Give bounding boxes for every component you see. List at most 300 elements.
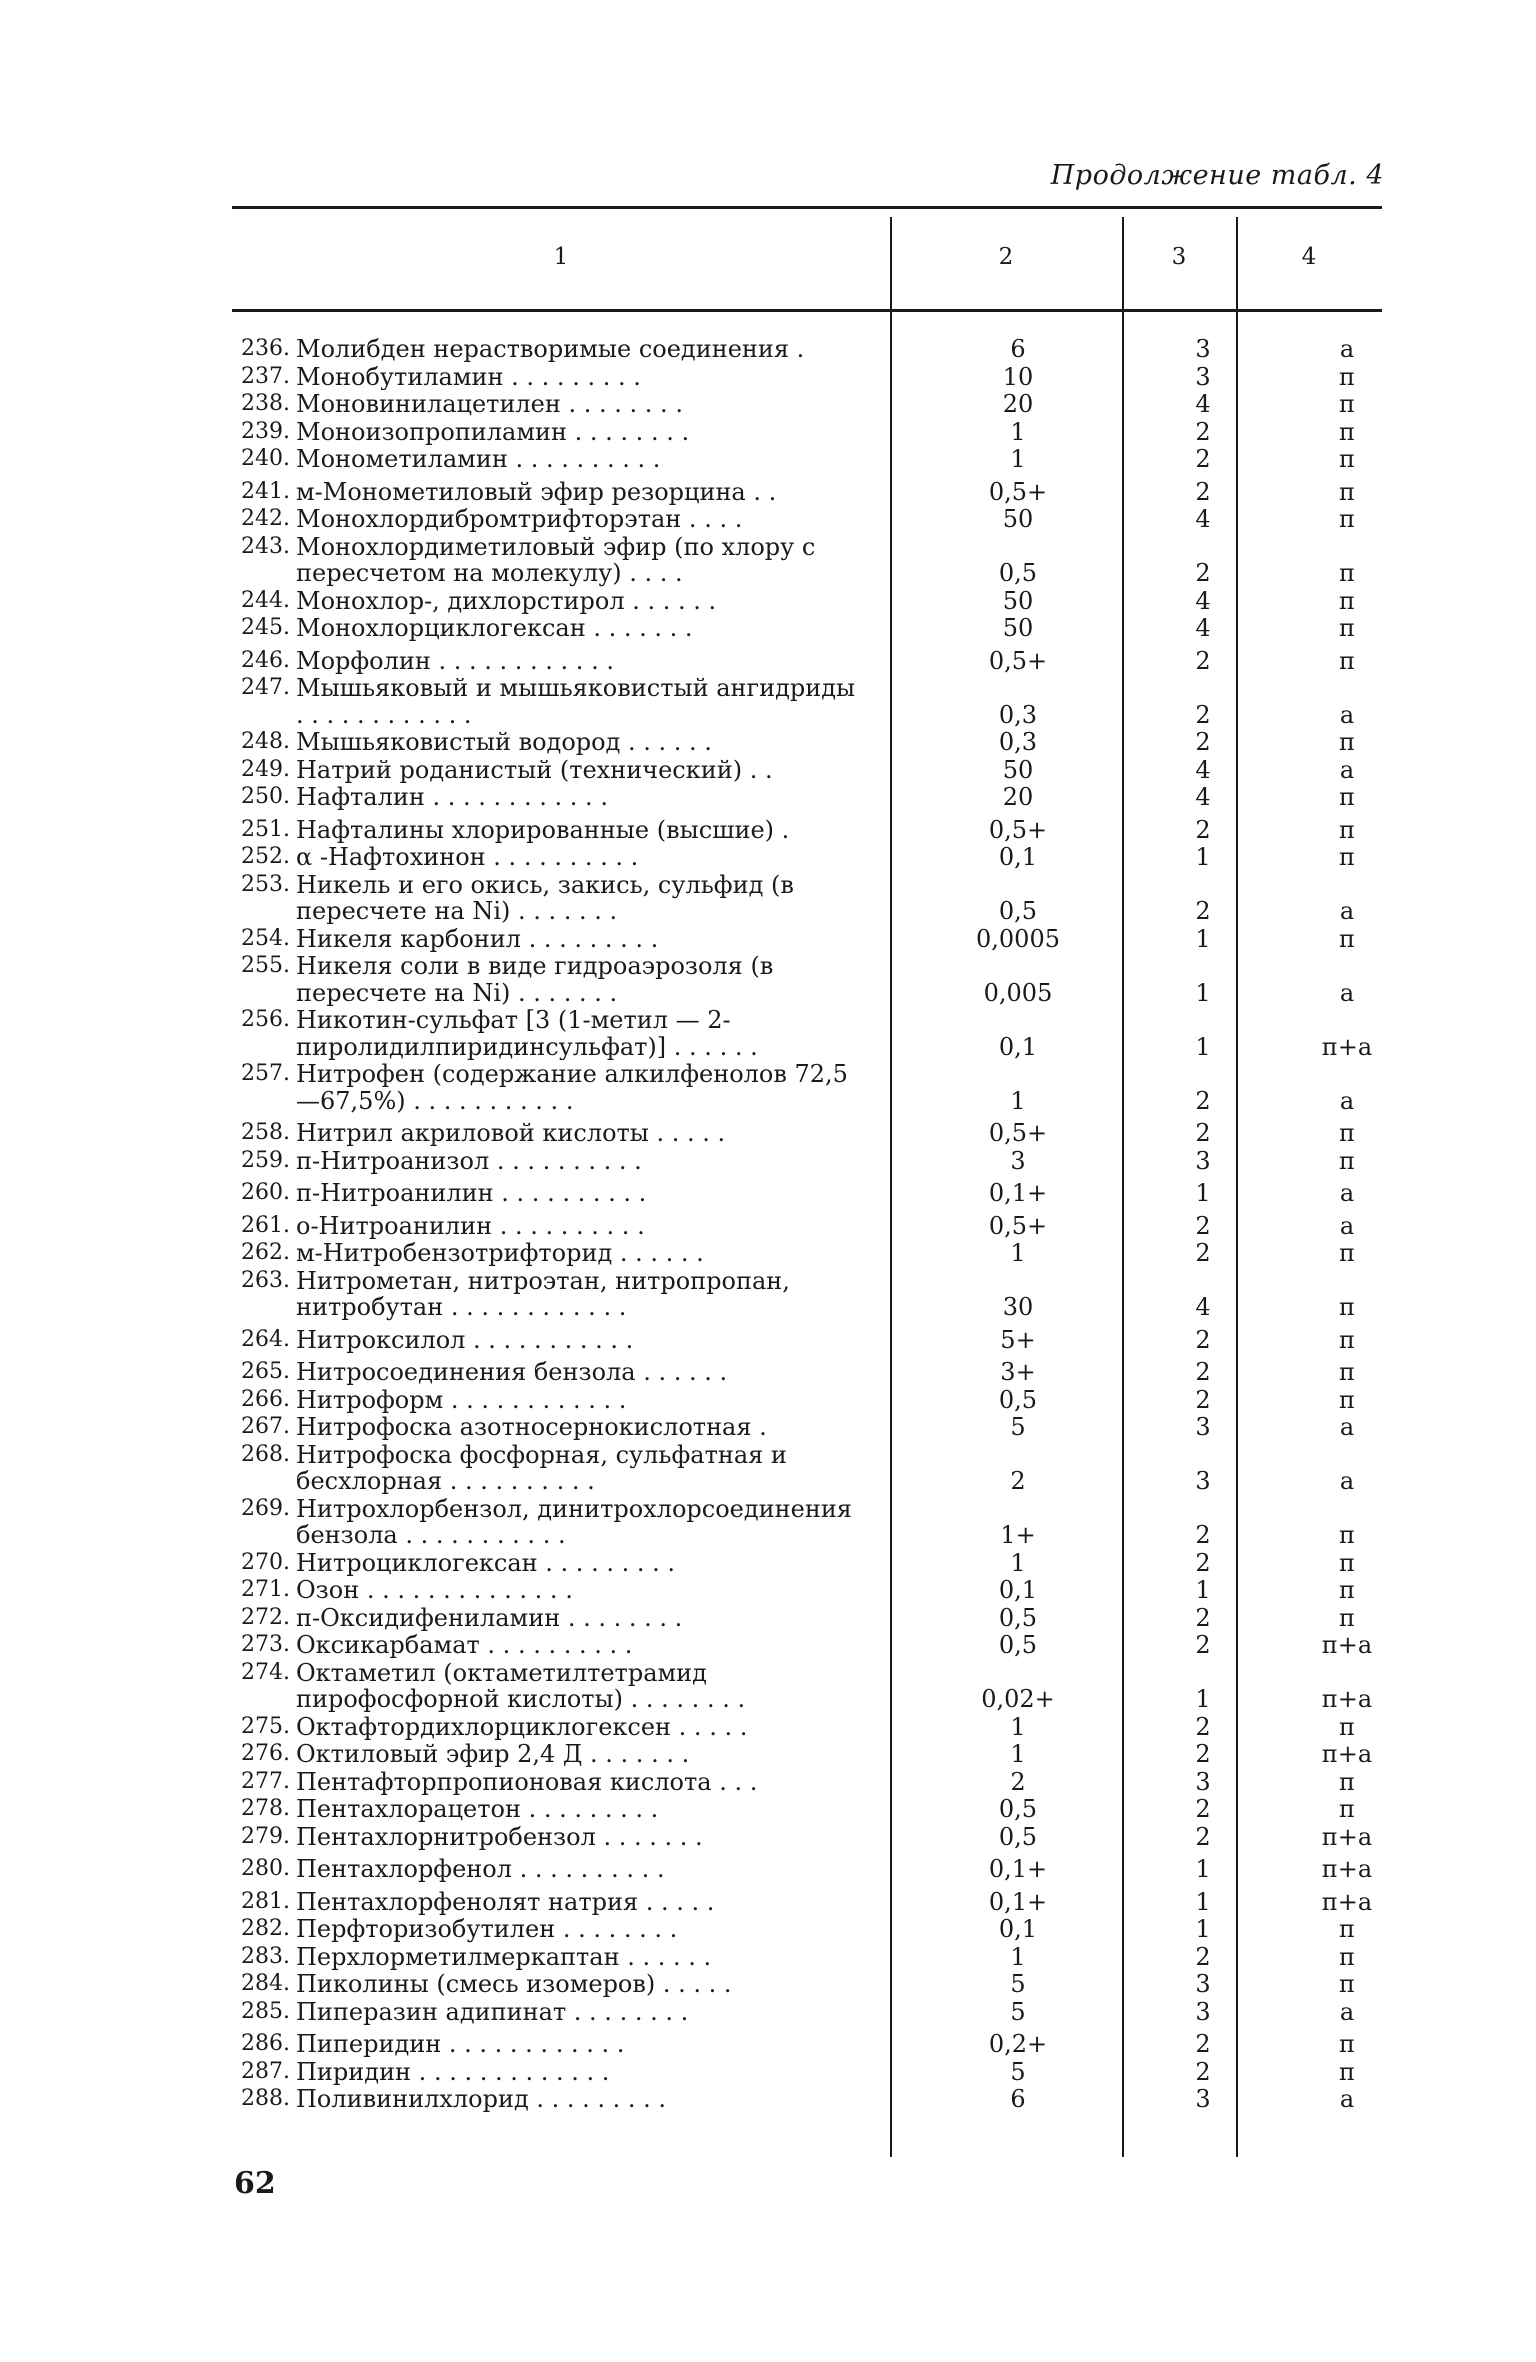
- substance-name: Октиловый эфир 2,4 Д . . . . . . .: [296, 1741, 690, 1768]
- substance-cell: [232, 419, 866, 446]
- table-row: [232, 446, 1382, 473]
- table-row: [232, 391, 1382, 418]
- state-cell: п: [1339, 505, 1355, 533]
- hazard-class-cell: 2: [1195, 1631, 1211, 1659]
- row-number: 258.: [241, 1120, 290, 1145]
- row-number: 248.: [241, 729, 290, 754]
- row-number: 281.: [241, 1888, 290, 1914]
- hazard-class-cell: 2: [1195, 1548, 1211, 1577]
- substance-name: Пиколины (смесь изомеров) . . . . .: [296, 1971, 732, 1998]
- column-header-3: 3: [1171, 244, 1187, 270]
- hazard-class-cell: 4: [1195, 614, 1211, 642]
- state-cell: п: [1339, 783, 1355, 811]
- concentration-cell: 50: [1002, 505, 1034, 533]
- concentration-cell: 2: [1010, 1467, 1026, 1495]
- table-row: [232, 784, 1382, 811]
- concentration-cell: 0,0005: [976, 924, 1060, 953]
- table-row: [232, 729, 1382, 756]
- substance-name: Перфторизобутилен . . . . . . . .: [296, 1916, 678, 1943]
- concentration-cell: 0,1+: [988, 1179, 1048, 1207]
- row-number: 271.: [241, 1577, 290, 1602]
- substance-cell: [232, 1769, 866, 1796]
- substance-name: Перхлорметилмеркаптан . . . . . .: [296, 1943, 712, 1970]
- row-number: 242.: [241, 506, 290, 531]
- hazard-class-cell: 3: [1195, 1467, 1211, 1495]
- substance-cell: [232, 817, 866, 844]
- substance-cell: [232, 784, 866, 811]
- table-row: [232, 2059, 1382, 2086]
- concentration-cell: 1: [1010, 1548, 1026, 1577]
- substance-cell: [232, 2086, 866, 2113]
- substance-cell: [232, 1824, 866, 1851]
- state-cell: а: [1339, 1179, 1355, 1207]
- row-number: 286.: [241, 2031, 290, 2056]
- table-row: [232, 1268, 1382, 1321]
- table-row: [232, 1496, 1382, 1549]
- concentration-cell: 1: [1010, 1086, 1026, 1115]
- substance-name: Монобутиламин . . . . . . . . .: [296, 363, 641, 390]
- substance-cell: [232, 1971, 866, 1998]
- substance-cell: [232, 1268, 866, 1321]
- table-row: [232, 872, 1382, 925]
- concentration-cell: 20: [1002, 783, 1034, 811]
- substance-name: Никеля карбонил . . . . . . . . .: [296, 925, 659, 952]
- concentration-cell: 0,005: [983, 978, 1053, 1007]
- substance-cell: [232, 1061, 866, 1114]
- concentration-cell: 0,5+: [988, 1211, 1048, 1240]
- substance-cell: [232, 1120, 866, 1147]
- state-cell: п: [1339, 1795, 1355, 1823]
- substance-name: Пентахлорфенол . . . . . . . . . .: [296, 1856, 665, 1883]
- substance-name: Оксикарбамат . . . . . . . . . .: [296, 1632, 633, 1659]
- hazard-class-cell: 3: [1195, 2085, 1211, 2113]
- hazard-class-cell: 2: [1195, 1740, 1211, 1768]
- row-number: 251.: [241, 816, 290, 842]
- row-number: 244.: [241, 587, 290, 613]
- row-number: 241.: [241, 478, 290, 504]
- table-row: [232, 1856, 1382, 1883]
- state-cell: п: [1339, 1325, 1355, 1354]
- substance-name: Пиперазин адипинат . . . . . . . .: [296, 1998, 689, 2025]
- substance-name: Никеля соли в виде гидроаэрозоля (в пересчете на Ni) . . . . . . .: [296, 953, 781, 1006]
- concentration-cell: 0,5: [998, 1603, 1038, 1632]
- hazard-class-cell: 2: [1195, 1119, 1211, 1147]
- substance-cell: [232, 1414, 866, 1441]
- hazard-class-cell: 3: [1195, 362, 1211, 391]
- substance-name: Нитрометан, нитроэтан, нитропропан, нитробутан . . . . . . . . . . . .: [296, 1267, 798, 1321]
- substance-cell: [232, 1741, 866, 1768]
- substance-name: Молибден нерастворимые соединения .: [296, 336, 805, 363]
- substance-name: Нафталины хлорированные (высшие) .: [296, 816, 790, 843]
- row-number: 276.: [241, 1741, 290, 1766]
- table-row: [232, 506, 1382, 533]
- hazard-class-cell: 2: [1195, 1942, 1211, 1971]
- table-row: [232, 419, 1382, 446]
- table-caption: Продолжение табл. 4: [1050, 160, 1384, 191]
- substance-name: α -Нафтохинон . . . . . . . . . .: [296, 844, 639, 871]
- hazard-class-cell: 2: [1195, 897, 1211, 925]
- substance-cell: [232, 391, 866, 418]
- row-number: 267.: [241, 1414, 290, 1439]
- table-row: [232, 2086, 1382, 2113]
- substance-name: Никель и его окись, закись, сульфид (в пересчете на Ni) . . . . . . .: [296, 871, 802, 925]
- hazard-class-cell: 4: [1195, 783, 1211, 811]
- substance-name: Нитрохлорбензол, динитрохлорсоединения бензола . . . . . . . . . . .: [296, 1495, 860, 1549]
- substance-name: Монохлордибромтрифторэтан . . . .: [296, 506, 743, 533]
- hazard-class-cell: 2: [1195, 477, 1211, 506]
- table-header-rule: [232, 309, 1382, 312]
- table-row: [232, 844, 1382, 871]
- row-number: 257.: [241, 1061, 290, 1086]
- substance-name: м-Нитробензотрифторид . . . . . .: [296, 1240, 704, 1267]
- state-cell: а: [1339, 1086, 1355, 1115]
- row-number: 250.: [241, 784, 290, 809]
- row-number: 268.: [241, 1441, 290, 1467]
- state-cell: п: [1339, 586, 1355, 615]
- concentration-cell: 0,5: [998, 1795, 1038, 1823]
- state-cell: п: [1339, 1767, 1355, 1796]
- state-cell: а: [1339, 1413, 1355, 1441]
- row-number: 236.: [241, 336, 290, 361]
- table-row: [232, 1387, 1382, 1414]
- substance-cell: [232, 1148, 866, 1175]
- concentration-cell: 0,5: [998, 559, 1038, 587]
- concentration-cell: 0,5+: [988, 646, 1048, 675]
- substance-cell: [232, 648, 866, 675]
- substance-cell: [232, 534, 866, 587]
- concentration-cell: 0,3: [998, 700, 1038, 729]
- concentration-cell: 0,5: [998, 1631, 1038, 1659]
- substance-cell: [232, 844, 866, 871]
- table-body: [232, 336, 1382, 2114]
- row-number: 269.: [241, 1495, 290, 1521]
- concentration-cell: 5: [1010, 2057, 1026, 2086]
- concentration-cell: 1: [1010, 1712, 1026, 1741]
- state-cell: п: [1339, 728, 1355, 756]
- state-cell: п: [1339, 2057, 1355, 2086]
- state-cell: п: [1339, 815, 1355, 844]
- hazard-class-cell: 1: [1195, 1915, 1211, 1943]
- concentration-cell: 6: [1010, 2085, 1026, 2113]
- state-cell: п+а: [1321, 1855, 1373, 1883]
- state-cell: а: [1339, 700, 1355, 729]
- hazard-class-cell: 4: [1195, 505, 1211, 533]
- substance-name: Пентахлорацетон . . . . . . . . .: [296, 1796, 659, 1823]
- state-cell: п: [1339, 1293, 1355, 1321]
- row-number: 252.: [241, 844, 290, 869]
- concentration-cell: 30: [1002, 1293, 1034, 1321]
- hazard-class-cell: 2: [1195, 1385, 1211, 1414]
- row-number: 274.: [241, 1659, 290, 1685]
- hazard-class-cell: 2: [1195, 1822, 1211, 1851]
- row-number: 259.: [241, 1147, 290, 1173]
- row-number: 249.: [241, 756, 290, 782]
- table-row: [232, 953, 1382, 1006]
- table-row: [232, 1359, 1382, 1386]
- substance-name: Нитрофоска фосфорная, сульфатная и бесхлорная . . . . . . . . . .: [296, 1441, 795, 1495]
- table-row: [232, 1442, 1382, 1495]
- table-row: [232, 1660, 1382, 1713]
- substance-name: Монохлордиметиловый эфир (по хлору с пересчетом на молекулу) . . . .: [296, 533, 823, 587]
- substance-name: о-Нитроанилин . . . . . . . . . .: [296, 1212, 645, 1239]
- hazard-class-cell: 1: [1195, 1576, 1211, 1604]
- concentration-cell: 0,5: [998, 1822, 1038, 1851]
- substance-cell: [232, 336, 866, 363]
- state-cell: п: [1339, 1239, 1355, 1267]
- table-row: [232, 926, 1382, 953]
- substance-cell: [232, 729, 866, 756]
- state-cell: п: [1339, 1146, 1355, 1175]
- state-cell: п: [1339, 1970, 1355, 1998]
- concentration-cell: 0,5+: [988, 815, 1048, 844]
- substance-name: Нафталин . . . . . . . . . . . .: [296, 784, 608, 811]
- row-number: 247.: [241, 675, 290, 700]
- substance-name: Морфолин . . . . . . . . . . . .: [296, 647, 614, 674]
- substance-cell: [232, 953, 866, 1006]
- concentration-cell: 0,5: [998, 897, 1038, 925]
- table-row: [232, 615, 1382, 642]
- concentration-cell: 50: [1002, 614, 1034, 642]
- table-row: [232, 1213, 1382, 1240]
- state-cell: п+а: [1321, 1631, 1373, 1659]
- row-number: 288.: [241, 2086, 290, 2111]
- substance-name: Никотин-сульфат [3 (1-метил — 2-пиролидилпиридинсульфат)] . . . . . .: [296, 1007, 758, 1060]
- hazard-class-cell: 2: [1195, 815, 1211, 844]
- substance-name: Моноизопропиламин . . . . . . . .: [296, 418, 690, 445]
- hazard-class-cell: 1: [1195, 1179, 1211, 1207]
- table-row: [232, 1916, 1382, 1943]
- table-row: [232, 1971, 1382, 1998]
- substance-cell: [232, 757, 866, 784]
- row-number: 272.: [241, 1604, 290, 1630]
- substance-cell: [232, 1007, 866, 1060]
- concentration-cell: 1: [1010, 1740, 1026, 1768]
- substance-name: м-Монометиловый эфир резорцина . .: [296, 478, 777, 505]
- table-row: [232, 479, 1382, 506]
- hazard-class-cell: 2: [1195, 1712, 1211, 1741]
- substance-cell: [232, 1714, 866, 1741]
- state-cell: п: [1339, 1712, 1355, 1741]
- concentration-cell: 3: [1010, 1146, 1026, 1175]
- table-row: [232, 2031, 1382, 2058]
- column-header-2: 2: [998, 244, 1014, 270]
- substance-name: Монохлор-, дихлорстирол . . . . . .: [296, 587, 717, 614]
- concentration-cell: 20: [1002, 390, 1034, 418]
- table-row: [232, 1889, 1382, 1916]
- concentration-cell: 0,3: [998, 728, 1038, 756]
- substance-name: Нитросоединения бензола . . . . . .: [296, 1359, 728, 1386]
- concentration-cell: 0,5+: [988, 477, 1048, 506]
- concentration-cell: 0,2+: [988, 2030, 1048, 2058]
- hazard-class-cell: 4: [1195, 755, 1211, 784]
- substance-name: Нитроформ . . . . . . . . . . . .: [296, 1386, 627, 1413]
- row-number: 287.: [241, 2058, 290, 2084]
- table-row: [232, 757, 1382, 784]
- substance-name: Пентафторпропионовая кислота . . .: [296, 1768, 758, 1795]
- substance-cell: [232, 1496, 866, 1549]
- table-row: [232, 1120, 1382, 1147]
- substance-name: Нитроксилол . . . . . . . . . . .: [296, 1326, 634, 1353]
- row-number: 245.: [241, 615, 290, 640]
- substance-cell: [232, 1889, 866, 1916]
- concentration-cell: 0,1: [998, 1915, 1038, 1943]
- hazard-class-cell: 3: [1195, 1970, 1211, 1998]
- concentration-cell: 0,1: [998, 1032, 1038, 1061]
- hazard-class-cell: 2: [1195, 1325, 1211, 1354]
- concentration-cell: 0,5: [998, 1385, 1038, 1414]
- hazard-class-cell: 2: [1195, 1358, 1211, 1386]
- state-cell: п: [1339, 362, 1355, 391]
- page-number: 62: [234, 2166, 276, 2201]
- hazard-class-cell: 2: [1195, 559, 1211, 587]
- state-cell: п: [1339, 1603, 1355, 1632]
- state-cell: а: [1339, 1997, 1355, 2026]
- state-cell: а: [1339, 335, 1355, 363]
- state-cell: п: [1339, 1119, 1355, 1147]
- table-row: [232, 1414, 1382, 1441]
- substance-name: Мышьяковистый водород . . . . . .: [296, 729, 712, 756]
- row-number: 277.: [241, 1768, 290, 1794]
- substance-name: Натрий роданистый (технический) . .: [296, 756, 773, 783]
- row-number: 270.: [241, 1549, 290, 1575]
- state-cell: п: [1339, 646, 1355, 675]
- row-number: 278.: [241, 1796, 290, 1821]
- hazard-class-cell: 2: [1195, 1239, 1211, 1267]
- state-cell: п: [1339, 417, 1355, 446]
- row-number: 255.: [241, 953, 290, 978]
- row-number: 261.: [241, 1212, 290, 1238]
- substance-cell: [232, 1944, 866, 1971]
- substance-name: Поливинилхлорид . . . . . . . . .: [296, 2086, 667, 2113]
- state-cell: а: [1339, 755, 1355, 784]
- substance-name: Нитрофоска азотносернокислотная .: [296, 1414, 767, 1441]
- hazard-class-cell: 2: [1195, 417, 1211, 446]
- concentration-cell: 1: [1010, 445, 1026, 473]
- state-cell: п: [1339, 1358, 1355, 1386]
- table-row: [232, 1148, 1382, 1175]
- substance-cell: [232, 1605, 866, 1632]
- state-cell: п: [1339, 1521, 1355, 1549]
- substance-cell: [232, 872, 866, 925]
- state-cell: а: [1339, 1467, 1355, 1495]
- substance-cell: [232, 1999, 866, 2026]
- state-cell: а: [1339, 897, 1355, 925]
- state-cell: п+а: [1321, 1685, 1373, 1713]
- row-number: 238.: [241, 391, 290, 416]
- concentration-cell: 1: [1010, 1942, 1026, 1971]
- state-cell: п: [1339, 924, 1355, 953]
- table-row: [232, 1327, 1382, 1354]
- table-row: [232, 1769, 1382, 1796]
- hazard-class-cell: 1: [1195, 978, 1211, 1007]
- table-row: [232, 1999, 1382, 2026]
- hazard-class-cell: 2: [1195, 1603, 1211, 1632]
- row-number: 265.: [241, 1359, 290, 1384]
- substance-cell: [232, 1796, 866, 1823]
- hazard-class-cell: 2: [1195, 2030, 1211, 2058]
- substance-cell: [232, 1577, 866, 1604]
- concentration-cell: 5: [1010, 1970, 1026, 1998]
- hazard-class-cell: 2: [1195, 1086, 1211, 1115]
- concentration-cell: 0,02+: [981, 1685, 1055, 1713]
- state-cell: п+а: [1321, 1887, 1373, 1916]
- substance-cell: [232, 506, 866, 533]
- substance-cell: [232, 615, 866, 642]
- substance-name: Озон . . . . . . . . . . . . . .: [296, 1577, 573, 1604]
- table-top-rule: [232, 206, 1382, 209]
- hazard-class-cell: 2: [1195, 2057, 1211, 2086]
- hazard-class-cell: 2: [1195, 1795, 1211, 1823]
- table-row: [232, 1240, 1382, 1267]
- substance-name: Нитроциклогексан . . . . . . . . .: [296, 1549, 675, 1576]
- table-row: [232, 1577, 1382, 1604]
- hazard-class-cell: 1: [1195, 1032, 1211, 1061]
- concentration-cell: 50: [1002, 755, 1034, 784]
- hazard-class-cell: 3: [1195, 335, 1211, 363]
- concentration-cell: 3+: [1000, 1358, 1036, 1386]
- row-number: 262.: [241, 1240, 290, 1265]
- substance-name: Монометиламин . . . . . . . . . .: [296, 446, 661, 473]
- row-number: 254.: [241, 925, 290, 951]
- hazard-class-cell: 3: [1195, 1997, 1211, 2026]
- substance-cell: [232, 1442, 866, 1495]
- substance-name: Пентахлорфенолят натрия . . . . .: [296, 1888, 715, 1915]
- substance-cell: [232, 1240, 866, 1267]
- substance-name: Пентахлорнитробензол . . . . . . .: [296, 1823, 703, 1850]
- state-cell: п: [1339, 1576, 1355, 1604]
- substance-cell: [232, 1359, 866, 1386]
- table-row: [232, 1824, 1382, 1851]
- substance-name: Моновинилацетилен . . . . . . . .: [296, 391, 683, 418]
- substance-cell: [232, 1180, 866, 1207]
- concentration-cell: 0,1: [998, 843, 1038, 871]
- row-number: 253.: [241, 871, 290, 897]
- hazard-class-cell: 2: [1195, 445, 1211, 473]
- row-number: 282.: [241, 1916, 290, 1941]
- concentration-cell: 0,1+: [988, 1887, 1048, 1916]
- hazard-class-cell: 1: [1195, 1887, 1211, 1916]
- table-row: [232, 648, 1382, 675]
- row-number: 266.: [241, 1386, 290, 1412]
- row-number: 284.: [241, 1971, 290, 1996]
- hazard-class-cell: 2: [1195, 1211, 1211, 1240]
- state-cell: п: [1339, 614, 1355, 642]
- table-row: [232, 1061, 1382, 1114]
- column-header-4: 4: [1301, 244, 1317, 270]
- substance-cell: [232, 1660, 866, 1713]
- concentration-cell: 10: [1002, 362, 1034, 391]
- state-cell: п+а: [1321, 1032, 1373, 1061]
- hazard-class-cell: 1: [1195, 1685, 1211, 1713]
- substance-cell: [232, 675, 866, 728]
- concentration-cell: 2: [1010, 1767, 1026, 1796]
- concentration-cell: 5+: [1000, 1325, 1036, 1354]
- row-number: 280.: [241, 1856, 290, 1881]
- state-cell: п: [1339, 1915, 1355, 1943]
- row-number: 256.: [241, 1007, 290, 1032]
- row-number: 264.: [241, 1326, 290, 1352]
- concentration-cell: 50: [1002, 586, 1034, 615]
- row-number: 285.: [241, 1998, 290, 2024]
- table-row: [232, 1741, 1382, 1768]
- row-number: 283.: [241, 1943, 290, 1969]
- substance-name: Пиридин . . . . . . . . . . . . .: [296, 2058, 610, 2085]
- state-cell: п: [1339, 390, 1355, 418]
- concentration-cell: 5: [1010, 1413, 1026, 1441]
- state-cell: п+а: [1321, 1822, 1373, 1851]
- state-cell: а: [1339, 1211, 1355, 1240]
- substance-cell: [232, 364, 866, 391]
